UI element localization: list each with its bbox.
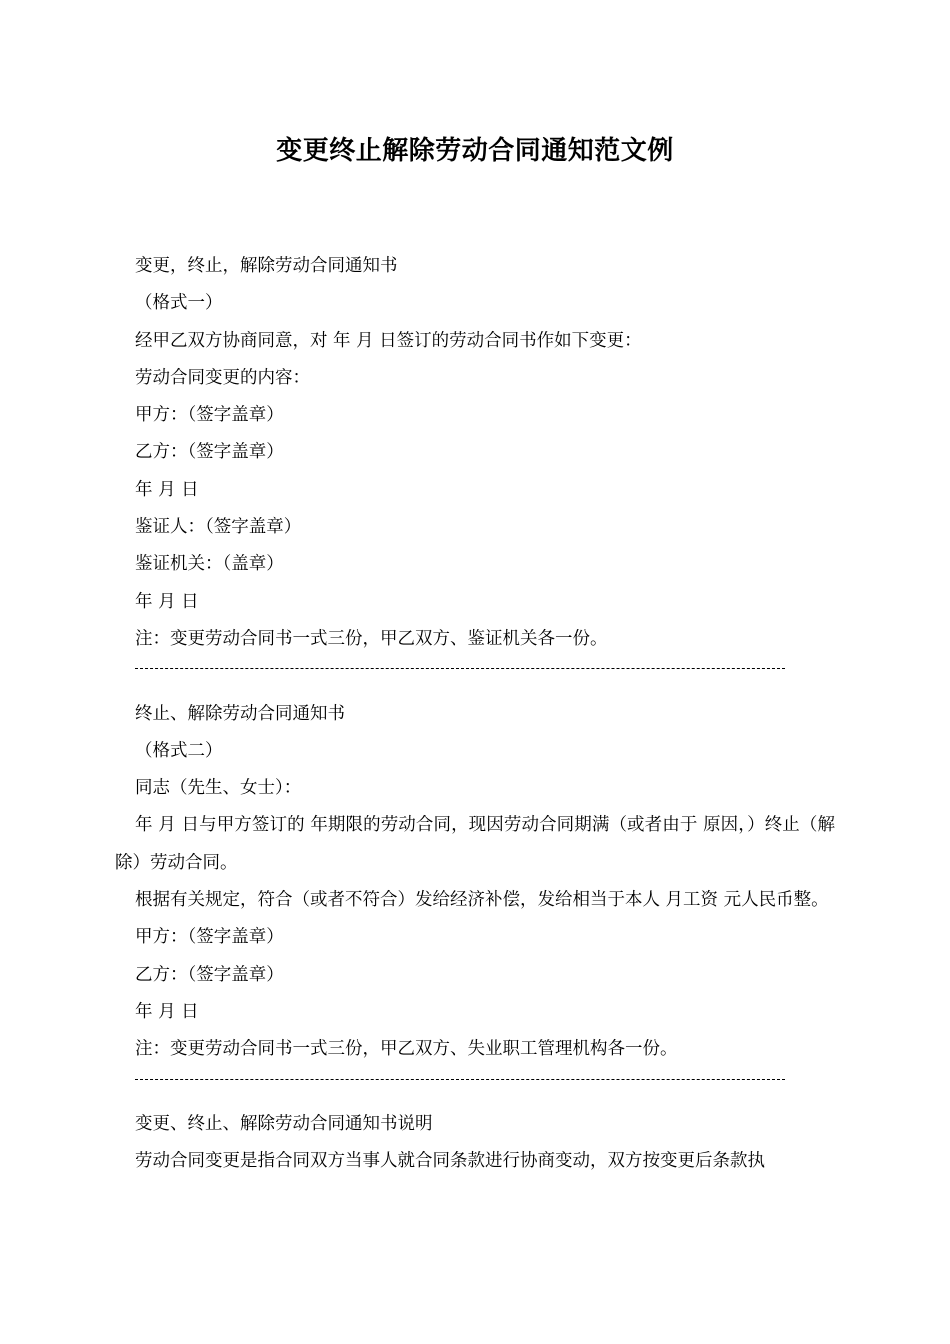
section1-party-a: 甲方：（签字盖章） xyxy=(135,405,284,426)
section2-note: 注：变更劳动合同书一式三份，甲乙双方、失业职工管理机构各一份。 xyxy=(135,1039,678,1060)
section2-party-b: 乙方：（签字盖章） xyxy=(135,964,284,985)
section2-heading: 终止、解除劳动合同通知书 xyxy=(135,703,345,724)
section1-party-b: 乙方：（签字盖章） xyxy=(135,442,284,463)
section2-para1: 年 月 日与甲方签订的 年期限的劳动合同，现因劳动合同期满（或者由于 原因，）终止（解除）劳动合同。 xyxy=(115,815,835,873)
section1-date1: 年 月 日 xyxy=(135,479,199,500)
section1-format: （格式一） xyxy=(135,293,223,314)
dashed-divider xyxy=(135,658,785,682)
section1-date2: 年 月 日 xyxy=(135,591,199,612)
document-title: 变更终止解除劳动合同通知范文例 xyxy=(276,136,674,166)
section2-format: （格式二） xyxy=(135,740,223,761)
section1-line1: 经甲乙双方协商同意，对 年 月 日签订的劳动合同书作如下变更： xyxy=(135,330,642,351)
section2-para2: 根据有关规定，符合（或者不符合）发给经济补偿，发给相当于本人 月工资 元人民币整。 xyxy=(135,890,829,911)
section3-heading: 变更、终止、解除劳动合同通知书说明 xyxy=(135,1113,433,1134)
section1-note: 注：变更劳动合同书一式三份，甲乙双方、鉴证机关各一份。 xyxy=(135,628,608,649)
section1-heading: 变更，终止，解除劳动合同通知书 xyxy=(135,256,398,276)
section2-date: 年 月 日 xyxy=(135,1001,199,1022)
section1-line2: 劳动合同变更的内容： xyxy=(135,367,310,388)
section1-agency: 鉴证机关：（盖章） xyxy=(135,554,284,575)
section1-witness: 鉴证人：（签字盖章） xyxy=(135,517,302,538)
section2-party-a: 甲方：（签字盖章） xyxy=(135,927,284,948)
document-body xyxy=(115,248,835,1180)
dashed-divider xyxy=(135,1069,785,1093)
section3-para1: 劳动合同变更是指合同双方当事人就合同条款进行协商变动，双方按变更后条款执 xyxy=(135,1151,765,1172)
section2-salutation: 同志（先生、女士）： xyxy=(135,778,302,799)
